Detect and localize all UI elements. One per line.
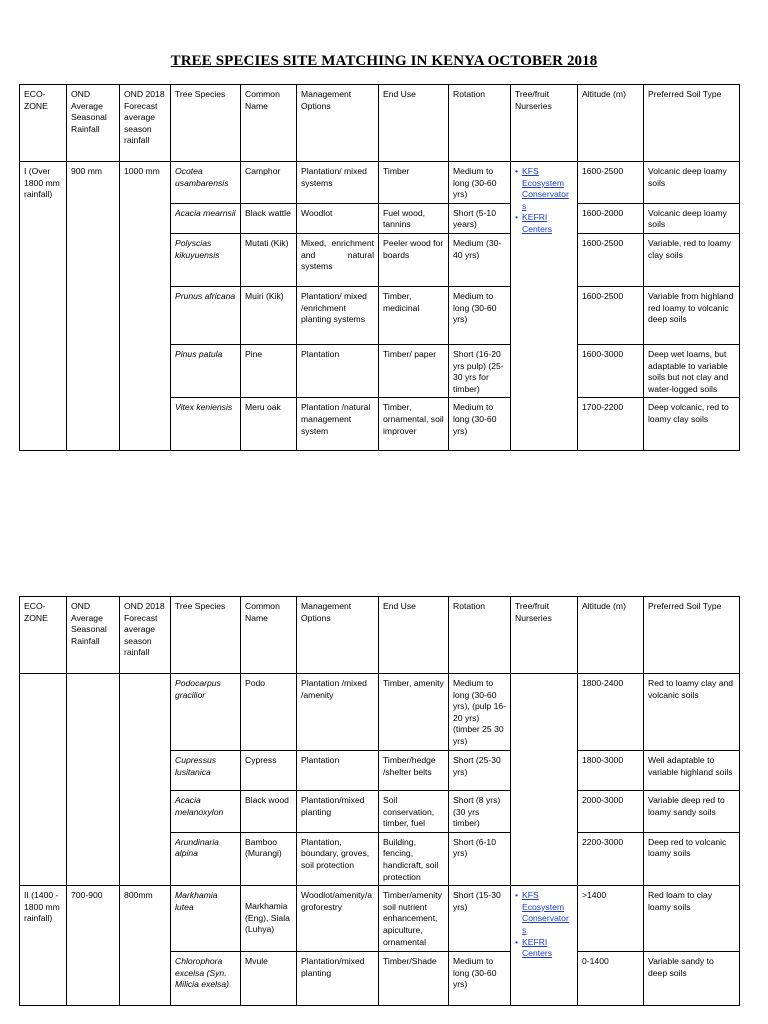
management-cell: Plantation, boundary, groves, soil protection — [297, 832, 379, 885]
altitude-cell: 1600-2000 — [578, 203, 644, 233]
eco-zone-cell: II (1400 - 1800 mm rainfall) — [20, 886, 67, 1006]
header-eco-zone: ECO-ZONE — [20, 597, 67, 674]
common-name-cell: Meru oak — [241, 398, 297, 451]
forecast-rainfall-cell: 800mm — [120, 886, 171, 1006]
list-item — [515, 937, 573, 960]
species-cell: Pinus patula — [171, 344, 241, 397]
soil-cell: Deep wet loams, but adaptable to variable soils but not clay and water-logged soils — [644, 344, 740, 397]
rotation-cell: Medium to long (30-60 yrs) — [449, 286, 511, 344]
nursery-list — [515, 166, 573, 236]
management-cell: Plantation /natural management system — [297, 398, 379, 451]
table-row — [20, 886, 740, 952]
header-end-use: End Use — [379, 597, 449, 674]
altitude-cell: 1600-2500 — [578, 286, 644, 344]
header-forecast-rainfall: OND 2018 Forecast average season rainfall — [120, 597, 171, 674]
common-name-cell: Camphor — [241, 162, 297, 204]
common-name-cell: Pine — [241, 344, 297, 397]
common-name-cell: Black wood — [241, 791, 297, 833]
header-common-name: Common Name — [241, 597, 297, 674]
species-cell: Cupressus lusitanica — [171, 751, 241, 791]
header-nurseries: Tree/fruit Nurseries — [511, 597, 578, 674]
header-end-use: End Use — [379, 85, 449, 162]
document-title: TREE SPECIES SITE MATCHING IN KENYA OCTOBER 2018 — [170, 53, 598, 69]
nursery-link-kfs[interactable]: KFS Ecosystem Conservators — [522, 890, 569, 935]
nurseries-cell — [511, 674, 578, 886]
altitude-cell: 2200-3000 — [578, 832, 644, 885]
eco-zone-cell — [20, 674, 67, 886]
soil-cell: Volcanic deep loamy soils — [644, 162, 740, 204]
rotation-cell: Medium to long (30-60 yrs) — [449, 398, 511, 451]
forecast-rainfall-cell — [120, 674, 171, 886]
management-cell: Plantation/ mixed systems — [297, 162, 379, 204]
end-use-cell: Timber/ paper — [379, 344, 449, 397]
end-use-cell: Timber, amenity — [379, 674, 449, 751]
avg-rainfall-cell: 900 mm — [67, 162, 120, 451]
common-name-cell: Mutati (Kik) — [241, 233, 297, 286]
management-cell: Plantation /mixed /amenity — [297, 674, 379, 751]
rotation-cell: Medium (30-40 yrs) — [449, 233, 511, 286]
nurseries-cell — [511, 886, 578, 1006]
header-rotation: Rotation — [449, 597, 511, 674]
species-cell: Vitex keniensis — [171, 398, 241, 451]
end-use-cell: Fuel wood, tannins — [379, 203, 449, 233]
end-use-cell: Timber — [379, 162, 449, 204]
management-cell: Woodlot/amenity/agroforestry — [297, 886, 379, 952]
header-soil-type: Preferred Soil Type — [644, 85, 740, 162]
header-forecast-rainfall: OND 2018 Forecast average season rainfall — [120, 85, 171, 162]
altitude-cell: 1600-2500 — [578, 162, 644, 204]
header-altitude: Altitude (m) — [578, 85, 644, 162]
header-avg-rainfall: OND Average Seasonal Rainfall — [67, 597, 120, 674]
common-name-cell: Black wattle — [241, 203, 297, 233]
common-name-cell: Muiri (Kik) — [241, 286, 297, 344]
species-cell: Acacia melanoxylon — [171, 791, 241, 833]
avg-rainfall-cell — [67, 674, 120, 886]
rotation-cell: Medium to long (30-60 yrs), (pulp 16-20 yrs) (timber 25 30 yrs) — [449, 674, 511, 751]
rotation-cell: Short (25-30 yrs) — [449, 751, 511, 791]
rotation-cell: Medium to long (30-60 yrs) — [449, 162, 511, 204]
header-tree-species: Tree Species — [171, 597, 241, 674]
species-table-1 — [19, 84, 740, 451]
soil-cell: Variable, red to loamy clay soils — [644, 233, 740, 286]
header-tree-species: Tree Species — [171, 85, 241, 162]
species-cell: Prunus africana — [171, 286, 241, 344]
end-use-cell: Building, fencing, handicraft, soil protection — [379, 832, 449, 885]
common-name-cell: Podo — [241, 674, 297, 751]
end-use-cell: Peeler wood for boards — [379, 233, 449, 286]
rotation-cell: Short (5-10 years) — [449, 203, 511, 233]
species-cell: Acacia mearnsii — [171, 203, 241, 233]
soil-cell: Variable from highland red loamy to volcanic deep soils — [644, 286, 740, 344]
common-name-cell: Cypress — [241, 751, 297, 791]
forecast-rainfall-cell: 1000 mm — [120, 162, 171, 451]
list-item — [515, 890, 573, 936]
altitude-cell: 1800-3000 — [578, 751, 644, 791]
nursery-link-kefri[interactable]: KEFRI Centers — [522, 936, 553, 959]
nursery-list — [515, 890, 573, 960]
soil-cell: Well adaptable to variable highland soils — [644, 751, 740, 791]
header-management-options: Management Options — [297, 597, 379, 674]
altitude-cell: 1600-2500 — [578, 233, 644, 286]
header-common-name: Common Name — [241, 85, 297, 162]
end-use-cell: Soil conservation, timber, fuel — [379, 791, 449, 833]
nursery-link-kfs[interactable]: KFS Ecosystem Conservators — [522, 166, 569, 211]
species-cell: Markhamia lutea — [171, 886, 241, 952]
eco-zone-cell: I (Over 1800 mm rainfall) — [20, 162, 67, 451]
management-cell: Mixed, enrichment and natural systems — [297, 233, 379, 286]
header-eco-zone: ECO-ZONE — [20, 85, 67, 162]
header-row — [20, 597, 740, 674]
management-cell: Woodlot — [297, 203, 379, 233]
altitude-cell: 1700-2200 — [578, 398, 644, 451]
species-cell: Chlorophora excelsa (Syn. Milicia exelsa) — [171, 952, 241, 1006]
species-cell: Polyscias kikuyuensis — [171, 233, 241, 286]
rotation-cell: Short (16-20 yrs pulp) (25-30 yrs for timber) — [449, 344, 511, 397]
table-row — [20, 162, 740, 204]
table-row — [20, 674, 740, 751]
management-cell: Plantation/mixed planting — [297, 791, 379, 833]
avg-rainfall-cell: 700-900 — [67, 886, 120, 1006]
soil-cell: Red to loamy clay and volcanic soils — [644, 674, 740, 751]
altitude-cell: 0-1400 — [578, 952, 644, 1006]
species-table-2 — [19, 596, 740, 1006]
list-item — [515, 166, 573, 212]
end-use-cell: Timber/Shade — [379, 952, 449, 1006]
end-use-cell: Timber/hedge /shelter belts — [379, 751, 449, 791]
nurseries-cell — [511, 162, 578, 451]
common-name-cell: Markhamia (Eng), Siala (Luhya) — [241, 886, 297, 952]
rotation-cell: Short (6-10 yrs) — [449, 832, 511, 885]
end-use-cell: Timber, medicinal — [379, 286, 449, 344]
species-cell: Podocarpus gracilior — [171, 674, 241, 751]
soil-cell: Red loam to clay loamy soils — [644, 886, 740, 952]
management-cell: Plantation/mixed planting — [297, 952, 379, 1006]
soil-cell: Deep volcanic, red to loamy clay soils — [644, 398, 740, 451]
end-use-cell: Timber/amenity soil nutrient enhancement, apiculture, ornamental — [379, 886, 449, 952]
header-soil-type: Preferred Soil Type — [644, 597, 740, 674]
soil-cell: Variable sandy to deep soils — [644, 952, 740, 1006]
species-cell: Arundinaria alpina — [171, 832, 241, 885]
end-use-cell: Timber, ornamental, soil improver — [379, 398, 449, 451]
rotation-cell: Short (8 yrs) (30 yrs timber) — [449, 791, 511, 833]
common-name-cell: Mvule — [241, 952, 297, 1006]
header-avg-rainfall: OND Average Seasonal Rainfall — [67, 85, 120, 162]
altitude-cell: 2000-3000 — [578, 791, 644, 833]
common-name-cell: Bamboo (Murangi) — [241, 832, 297, 885]
header-row — [20, 85, 740, 162]
management-cell: Plantation/ mixed /enrichment planting systems — [297, 286, 379, 344]
list-item — [515, 212, 573, 235]
header-rotation: Rotation — [449, 85, 511, 162]
altitude-cell: 1800-2400 — [578, 674, 644, 751]
species-cell: Ocotea usambarensis — [171, 162, 241, 204]
header-altitude: Altitude (m) — [578, 597, 644, 674]
soil-cell: Deep red to volcanic loamy soils — [644, 832, 740, 885]
header-management-options: Management Options — [297, 85, 379, 162]
management-cell: Plantation — [297, 344, 379, 397]
rotation-cell: Short (15-30 yrs) — [449, 886, 511, 952]
altitude-cell: >1400 — [578, 886, 644, 952]
altitude-cell: 1600-3000 — [578, 344, 644, 397]
soil-cell: Variable deep red to loamy sandy soils — [644, 791, 740, 833]
nursery-link-kefri[interactable]: KEFRI Centers — [522, 212, 553, 234]
rotation-cell: Medium to long (30-60 yrs) — [449, 952, 511, 1006]
header-nurseries: Tree/fruit Nurseries — [511, 85, 578, 162]
soil-cell: Volcanic deep loamy soils — [644, 203, 740, 233]
management-cell: Plantation — [297, 751, 379, 791]
